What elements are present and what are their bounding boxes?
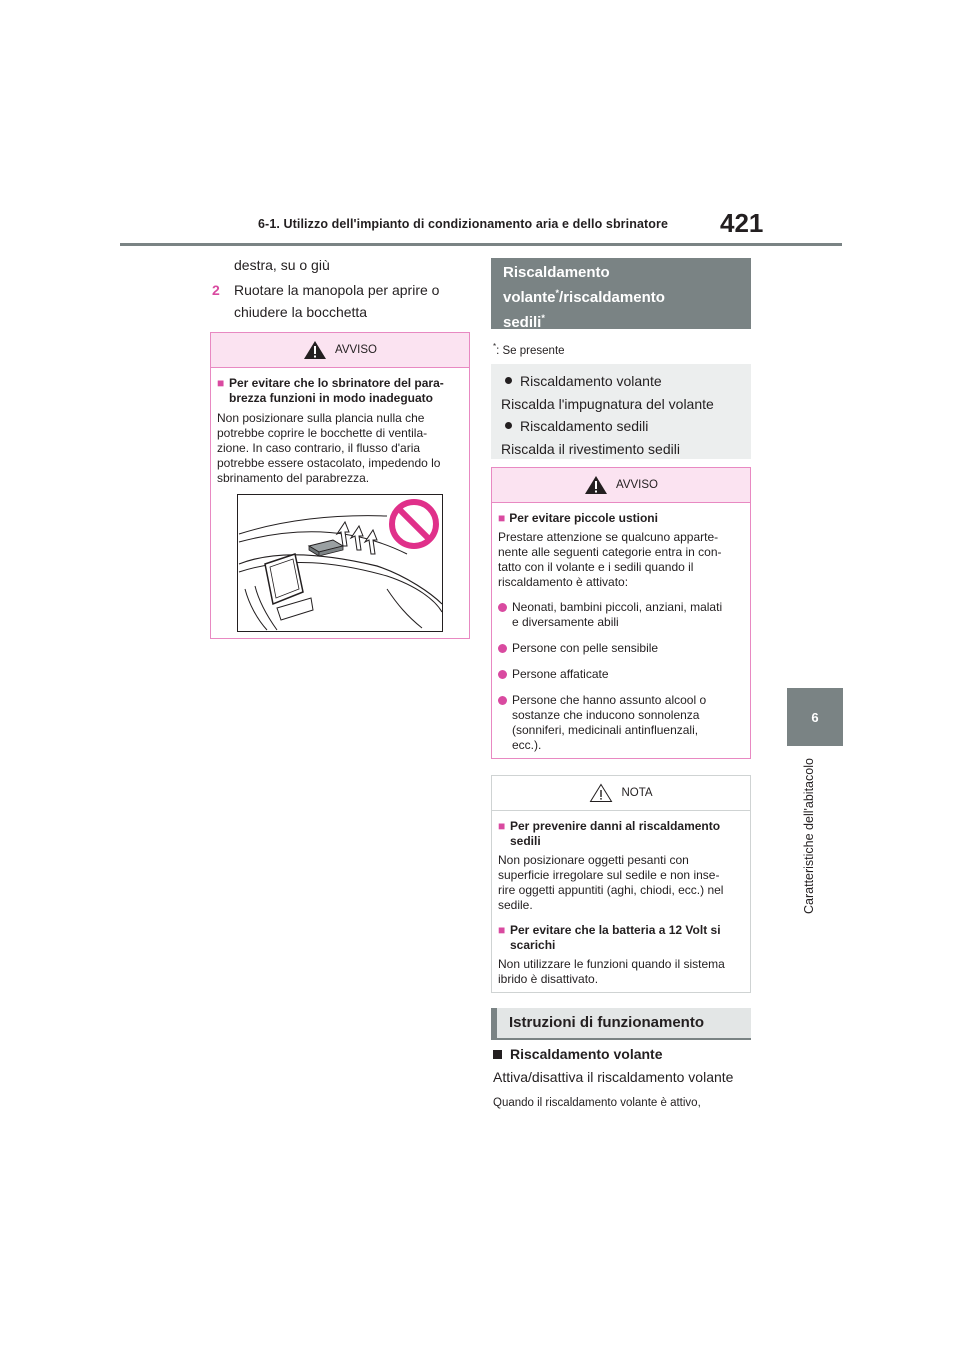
dashboard-illustration: [237, 494, 443, 632]
nota-header: NOTA: [492, 776, 750, 811]
chapter-tab: 6: [787, 688, 843, 746]
warning-heading: ■ Per evitare piccole ustioni: [498, 511, 658, 525]
feature-title: Riscaldamento volante: [501, 370, 741, 393]
section-heading-heating: Riscaldamento volante*/riscaldamento sedili*: [491, 258, 751, 329]
warning-triangle-icon: [584, 475, 608, 495]
feature-desc: Riscalda il rivestimento sedili: [501, 440, 680, 457]
nota-heading: ■ Per evitare che la batteria a 12 Volt si scarichi: [498, 923, 721, 952]
list-item: Neonati, bambini piccoli, anziani, malati e diversamente abili: [498, 600, 744, 630]
nota-body: Non utilizzare le funzioni quando il sistema ibrido è disattivato.: [498, 957, 725, 986]
sub-heading: Riscaldamento volante: [493, 1046, 663, 1062]
step2-number: 2: [212, 282, 220, 298]
nota-box: [491, 775, 751, 993]
warning-intro: Prestare attenzione se qualcuno apparte- nente alle seguenti categorie entra in con- tatto con il volante e i sedili quando il riscaldamento è attivato:: [498, 530, 722, 589]
warning-body: Non posizionare sulla plancia nulla che potrebbe coprire le bocchette di ventila- zione. In caso contrario, il flusso d'aria potrebbe essere ostacolato, impedendo lo sbrinamento del parabrezza.: [217, 411, 441, 485]
nota-heading: ■ Per prevenire danni al riscaldamento sedili: [498, 819, 721, 848]
list-item: Persone con pelle sensibile: [498, 641, 744, 656]
warning-box-defroster: [210, 332, 470, 639]
feature-title: Riscaldamento sedili: [501, 415, 741, 438]
warning-header: AVVISO: [211, 333, 469, 368]
warning-triangle-icon: [303, 340, 327, 360]
warning-box-burns: [491, 467, 751, 759]
caution-triangle-icon: [589, 783, 613, 803]
footnote: *: Se presente: [493, 342, 565, 357]
feature-desc: Riscalda l'impugnatura del volante: [501, 395, 714, 412]
list-item: Persone affaticate: [498, 667, 744, 682]
header-rule: [120, 243, 842, 246]
warning-header: AVVISO: [492, 468, 750, 503]
step1-continued: destra, su o giù: [234, 257, 330, 273]
warning-heading: ■ Per evitare che lo sbrinatore del para- brezza funzioni in modo inadeguato: [217, 376, 444, 405]
list-item: Persone che hanno assunto alcool o sostanze che inducono sonnolenza (sonniferi, medicinali antinfluenzali, ecc.).: [498, 693, 744, 753]
istruzioni-heading: Istruzioni di funzionamento: [491, 1008, 751, 1040]
small-text: Quando il riscaldamento volante è attivo,: [493, 1097, 701, 1109]
sub-text: Attiva/disattiva il riscaldamento volante: [493, 1069, 734, 1085]
chapter-label: Caratteristiche dell'abitacolo: [802, 758, 816, 914]
nota-body: Non posizionare oggetti pesanti con superficie irregolare sul sedile e non inse- rire oggetti appuntiti (aghi, chiodi, ecc.) nel sedile.: [498, 853, 724, 912]
page-number: 421: [720, 208, 764, 238]
features-panel: [491, 364, 751, 459]
section-title: 6-1. Utilizzo dell'impianto di condizionamento aria e dello sbrinatore: [258, 217, 669, 231]
step2-text: Ruotare la manopola per aprire o chiudere la bocchetta: [234, 282, 440, 320]
